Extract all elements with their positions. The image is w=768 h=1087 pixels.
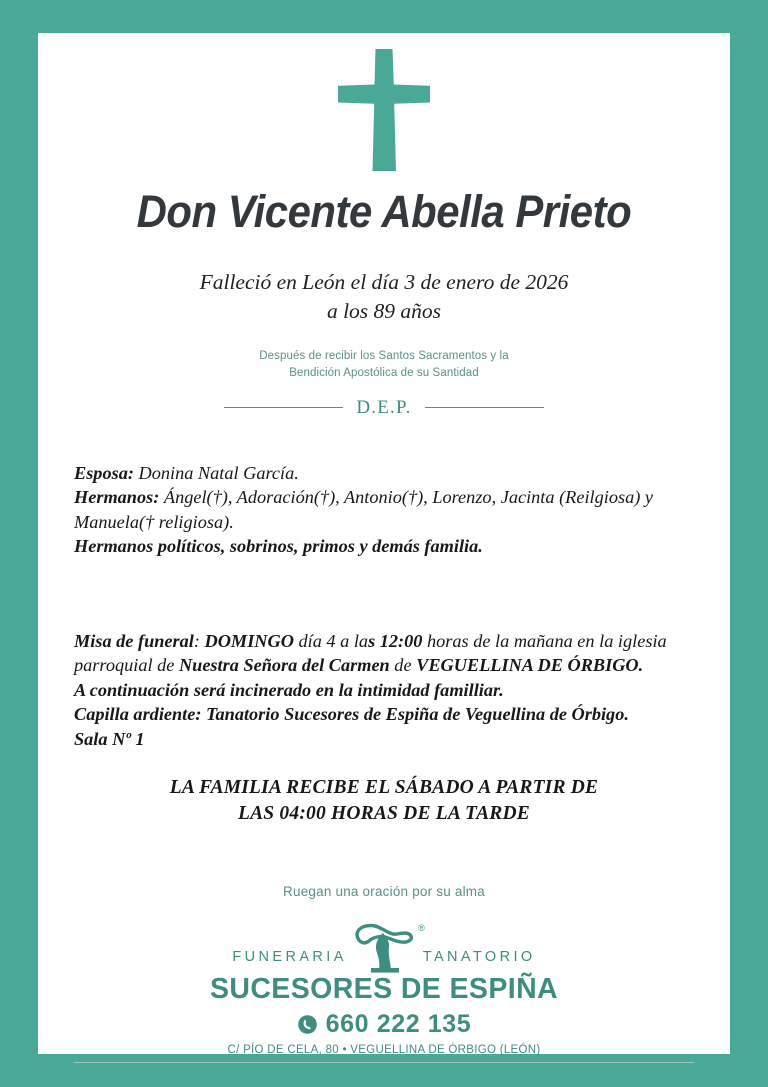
mass-detail-3: de <box>389 655 417 676</box>
tree-logo-icon <box>347 921 423 975</box>
card-inner <box>38 33 730 1054</box>
death-date-line: Falleció en León el día 3 de enero de 2026 <box>199 270 569 294</box>
logo-word-left: FUNERARIA <box>232 948 347 965</box>
dep-row <box>224 397 544 419</box>
cremation-text: A continuación será incinerado en la intimidad familliar. <box>74 679 504 700</box>
footer <box>38 921 730 1063</box>
prayer-request: Ruegan una oración por su alma <box>283 883 485 899</box>
siblings-names: Ángel(†), Adoración(†), Antonio(†), Lorenzo, Jacinta (Reilgiosa) y Manuela(† religiosa). <box>74 487 654 532</box>
spouse-names: Donina Natal García. <box>133 462 299 483</box>
room-text: Sala Nº 1 <box>74 728 145 749</box>
mass-time: s 12:00 <box>368 630 423 651</box>
cross-symbol-container <box>38 47 730 173</box>
spouse-line <box>74 461 694 486</box>
dep-text: D.E.P. <box>356 396 412 418</box>
siblings-label: Hermanos: <box>74 487 160 508</box>
phone-row[interactable] <box>297 1010 472 1039</box>
dep-rule-right <box>425 407 544 408</box>
chapel-text: Capilla ardiente: Tanatorio Sucesores de Espiña de Veguellina de Órbigo. <box>74 704 629 725</box>
family-block <box>74 461 694 559</box>
phone-icon <box>297 1014 318 1035</box>
funeral-block <box>74 629 694 752</box>
dep-rule-left <box>224 407 343 408</box>
company-address: C/ PÍO DE CELA, 80 • VEGUELLINA DE ÓRBIGO (LEÓN) <box>227 1043 541 1056</box>
bottom-rule <box>74 1062 694 1063</box>
other-relatives-line <box>74 534 694 559</box>
company-name: SUCESORES DE ESPIÑA <box>209 972 559 1005</box>
mass-line <box>74 629 694 678</box>
latin-cross-icon <box>332 47 436 173</box>
other-relatives-text: Hermanos políticos, sobrinos, primos y demás familia. <box>74 536 483 557</box>
spouse-label: Esposa: <box>74 462 134 483</box>
death-age-line: a los 89 años <box>326 299 442 324</box>
deceased-name: Don Vicente Abella Prieto <box>136 186 632 237</box>
reception-line-1: LA FAMILIA RECIBE EL SÁBADO A PARTIR DE <box>169 777 599 799</box>
logo-word-right: TANATORIO <box>422 948 536 965</box>
reception-notice <box>74 775 694 828</box>
death-info <box>200 268 569 326</box>
mass-label: Misa de funeral <box>74 630 194 651</box>
tree-logo-svg <box>347 921 423 975</box>
sacraments-note <box>259 348 508 383</box>
logo-row <box>232 921 535 975</box>
town-name: VEGUELLINA DE ÓRBIGO. <box>416 655 644 676</box>
sacraments-line-2: Bendición Apostólica de su Santidad <box>289 367 479 380</box>
phone-number: 660 222 135 <box>325 1009 472 1038</box>
room-line <box>74 727 694 752</box>
mass-separator: : <box>193 630 205 651</box>
sacraments-line-1: Después de recibir los Santos Sacramentos y la <box>259 350 509 363</box>
registered-mark: ® <box>418 922 425 933</box>
mass-detail-2: horas de la mañana en la iglesia parroquial de <box>74 630 667 676</box>
siblings-line <box>74 485 694 534</box>
mass-day: DOMINGO <box>204 630 294 651</box>
mass-day-detail: día 4 a la <box>293 630 369 651</box>
reception-line-2: LAS 04:00 HORAS DE LA TARDE <box>237 803 530 825</box>
church-name: Nuestra Señora del Carmen <box>178 655 390 676</box>
chapel-line <box>74 702 694 727</box>
cremation-line <box>74 678 694 703</box>
